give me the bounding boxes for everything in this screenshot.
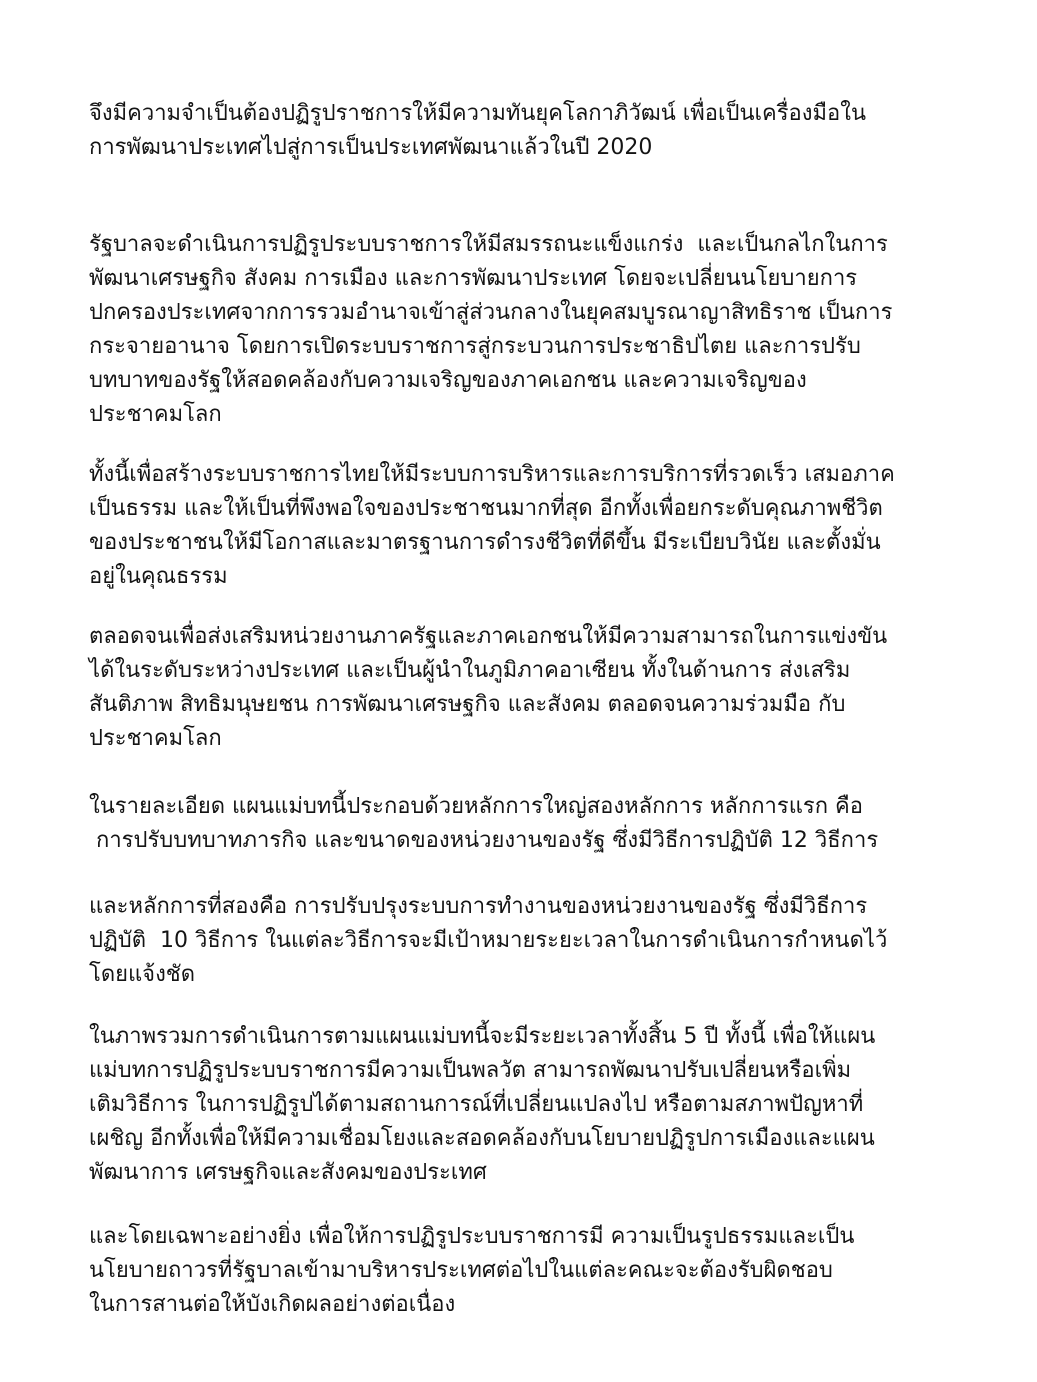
paragraph-5: [89, 790, 989, 858]
paragraph-2: [89, 228, 989, 432]
text-line: ปฏิบัติ 10 วิธีการ ในแต่ละวิธีการจะมีเป้าหมายระยะเวลาในการดำเนินการกำหนดไว้: [89, 928, 888, 953]
text-line: ประชาคมโลก: [89, 726, 222, 751]
paragraph-8: [89, 1220, 989, 1322]
text-line: เป็นธรรม และให้เป็นที่พึงพอใจของประชาชนมากที่สุด อีกทั้งเพื่อยกระดับคุณภาพชีวิต: [89, 496, 883, 521]
text-line: ในรายละเอียด แผนแม่บทนี้ประกอบด้วยหลักการใหญ่สองหลักการ หลักการแรก คือ: [89, 794, 863, 819]
text-line: กระจายอานาจ โดยการเปิดระบบราชการสู่กระบวนการประชาธิปไตย และการปรับ: [89, 334, 861, 359]
text-line: ในการสานต่อให้บังเกิดผลอย่างต่อเนื่อง: [89, 1292, 456, 1317]
text-line: เติมวิธีการ ในการปฏิรูปได้ตามสถานการณ์ที่เปลี่ยนแปลงไป หรือตามสภาพปัญหาที่: [89, 1092, 864, 1117]
text-line: ตลอดจนเพื่อส่งเสริมหน่วยงานภาครัฐและภาคเอกชนให้มีความสามารถในการแข่งขัน: [89, 624, 888, 649]
text-line: ปกครองประเทศจากการรวมอำนาจเข้าสู่ส่วนกลางในยุคสมบูรณาญาสิทธิราช เป็นการ: [89, 300, 893, 325]
text-line: ในภาพรวมการดำเนินการตามแผนแม่บทนี้จะมีระยะเวลาทั้งสิ้น 5 ปี ทั้งนี้ เพื่อให้แผน: [89, 1024, 876, 1049]
text-line: การพัฒนาประเทศไปสู่การเป็นประเทศพัฒนาแล้วในปี 2020: [89, 135, 653, 160]
text-line: สันติภาพ สิทธิมนุษยชน การพัฒนาเศรษฐกิจ และสังคม ตลอดจนความร่วมมือ กับ: [89, 692, 846, 717]
text-line: พัฒนาการ เศรษฐกิจและสังคมของประเทศ: [89, 1160, 487, 1185]
text-line: ได้ในระดับระหว่างประเทศ และเป็นผู้นำในภูมิภาคอาเซียน ทั้งในด้านการ ส่งเสริม: [89, 658, 851, 683]
text-line: และโดยเฉพาะอย่างยิ่ง เพื่อให้การปฏิรูประบบราชการมี ความเป็นรูปธรรมและเป็น: [89, 1224, 855, 1249]
paragraph-7: [89, 1020, 989, 1190]
text-line: ประชาคมโลก: [89, 402, 222, 427]
paragraph-1: [89, 97, 989, 165]
text-line: นโยบายถาวรที่รัฐบาลเข้ามาบริหารประเทศต่อไปในแต่ละคณะจะต้องรับผิดชอบ: [89, 1258, 833, 1283]
text-line: จึงมีความจำเป็นต้องปฏิรูปราชการให้มีความทันยุคโลกาภิวัฒน์ เพื่อเป็นเครื่องมือใน: [89, 101, 866, 126]
paragraph-4: [89, 620, 989, 756]
paragraph-6: [89, 890, 989, 992]
text-line: พัฒนาเศรษฐกิจ สังคม การเมือง และการพัฒนาประเทศ โดยจะเปลี่ยนนโยบายการ: [89, 266, 858, 291]
text-line: ทั้งนี้เพื่อสร้างระบบราชการไทยให้มีระบบการบริหารและการบริการที่รวดเร็ว เสมอภาค: [89, 462, 895, 487]
text-line: โดยแจ้งชัด: [89, 962, 196, 987]
text-line: ของประชาชนให้มีโอกาสและมาตรฐานการดำรงชีวิตที่ดีขึ้น มีระเบียบวินัย และตั้งมั่น: [89, 530, 881, 555]
text-line: รัฐบาลจะดำเนินการปฏิรูประบบราชการให้มีสมรรถนะแข็งแกร่ง และเป็นกลไกในการ: [89, 232, 888, 257]
text-line: เผชิญ อีกทั้งเพื่อให้มีความเชื่อมโยงและสอดคล้องกับนโยบายปฏิรูปการเมืองและแผน: [89, 1126, 875, 1151]
text-line: แม่บทการปฏิรูประบบราชการมีความเป็นพลวัต สามารถพัฒนาปรับเปลี่ยนหรือเพิ่ม: [89, 1058, 852, 1083]
paragraph-3: [89, 458, 989, 594]
text-line: บทบาทของรัฐให้สอดคล้องกับความเจริญของภาคเอกชน และความเจริญของ: [89, 368, 807, 393]
text-line: การปรับบทบาทภารกิจ และขนาดของหน่วยงานของรัฐ ซึ่งมีวิธีการปฏิบัติ 12 วิธีการ: [89, 828, 879, 853]
text-line: และหลักการที่สองคือ การปรับปรุงระบบการทำงานของหน่วยงานของรัฐ ซึ่งมีวิธีการ: [89, 894, 868, 919]
text-line: อยู่ในคุณธรรม: [89, 564, 228, 589]
